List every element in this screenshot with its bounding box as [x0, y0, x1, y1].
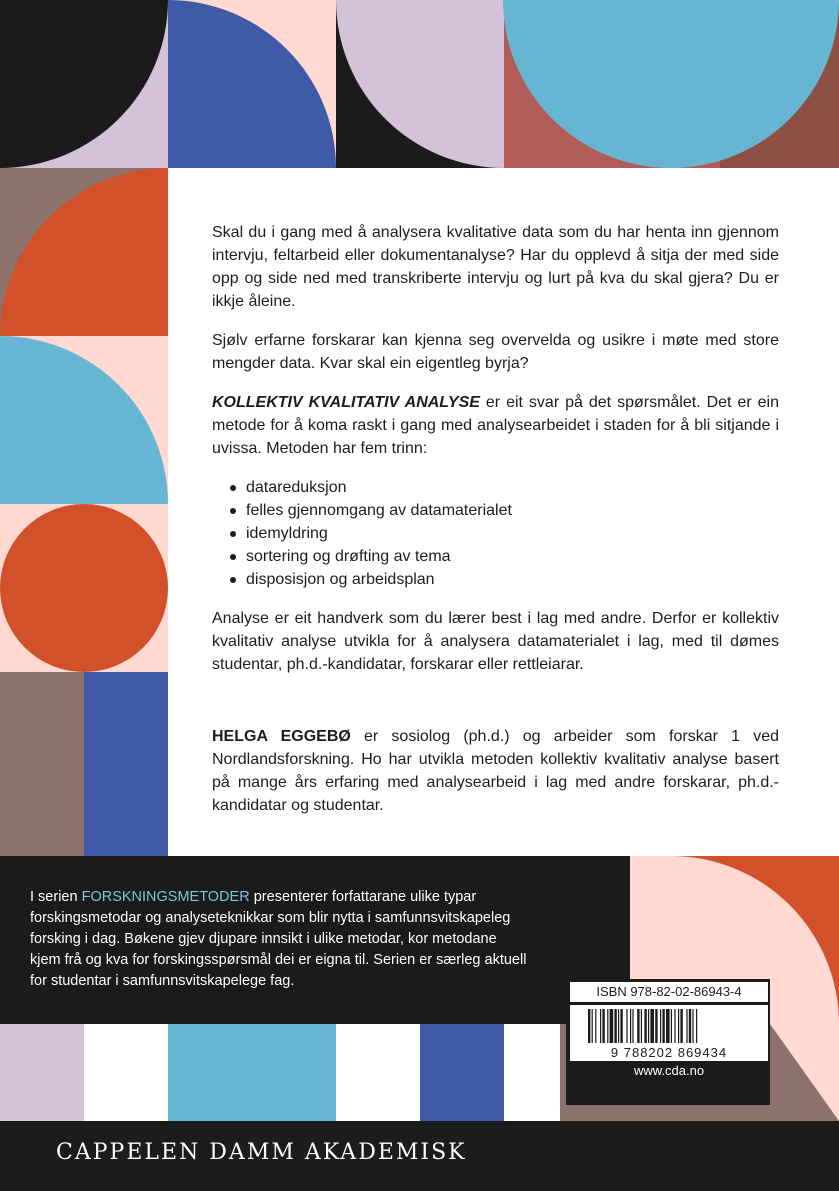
barcode-bar [637, 1009, 639, 1043]
series-name: FORSKNINGSMETODER [81, 889, 250, 905]
barcode-bar [660, 1009, 661, 1043]
barcode-bar [614, 1009, 616, 1043]
list-item: datareduksjon [212, 476, 779, 499]
barcode-bar [600, 1009, 601, 1043]
barcode-bar [696, 1009, 697, 1043]
barcode-bar [610, 1009, 614, 1043]
barcode-bar [648, 1009, 649, 1043]
author-name: HELGA EGGEBØ [212, 728, 351, 745]
barcode-bar [641, 1009, 642, 1043]
barcode-bar [620, 1009, 622, 1043]
list-item: idemyldring [212, 522, 779, 545]
list-item: disposisjon og arbeidsplan [212, 568, 779, 591]
barcode-bar [674, 1009, 675, 1043]
intro-paragraph-2: Sjølv erfarne forskarar kan kjenna seg overvelda og usikre i møte med store mengder data. Kvar skal ein eigentleg byrja? [212, 332, 779, 372]
barcode-bar [588, 1009, 590, 1043]
barcode-bar [644, 1009, 646, 1043]
barcode-bar [671, 1009, 672, 1043]
author-bio: HELGA EGGEBØ er sosiolog (ph.d.) og arbeider som forskar 1 ved Nordlandsforskning. Ho har utvikla metoden kollektiv kvalitativ analyse basert på mange års erfaring med analysearbeid i lag med andre forskarar, ph.d.-kandidatar og studentar. [212, 728, 779, 814]
barcode-bar [630, 1009, 631, 1043]
list-item: felles gjennomgang av datamaterialet [212, 499, 779, 522]
barcode-bar [602, 1009, 604, 1043]
barcode-bar [662, 1009, 664, 1043]
intro-paragraph-1: Skal du i gang med å analysera kvalitative data som du har henta inn gjennom intervju, feltarbeid eller dokumentanalyse? Har du opplevd å sitja der med side opp og side ned med transkriberte intervju og lurt på kva du skal gjera? Du er ikkje åleine. [212, 224, 779, 310]
series-description: I serien FORSKNINGSMETODER presenterer forfattarane ulike typar forskingsmetodar og analyseteknikkar som blir nytta i samfunnsvitskapeleg forsking i dag. Bøkene gjev djupare innsikt i ulike metodar, kor metodane kjem frå og kva for forskingsspørsmål dei er eigna til. Serien er særleg aktuell for studentar i samfunnsvitskapelege fag. [30, 889, 527, 989]
barcode-bar [592, 1009, 593, 1043]
barcode-bar [607, 1009, 608, 1043]
barcode-bar [680, 1009, 682, 1043]
isbn-block [566, 979, 770, 1105]
isbn-label: ISBN 978-82-02-86943-4 [570, 982, 768, 1002]
intro-paragraph-3: KOLLEKTIV KVALITATIV ANALYSE er eit svar på det spørsmålet. Det er ein metode for å koma raskt i gang med analysearbeidet i staden for å bli sitjande i uvissa. Metoden har fem trinn: [212, 394, 779, 457]
barcode-bar [686, 1009, 687, 1043]
isbn-digits: 9 788202 869434 [610, 1045, 728, 1060]
barcode-bars [570, 1009, 768, 1045]
barcode-bar [692, 1009, 693, 1043]
barcode-bar [632, 1009, 633, 1043]
barcode-bar [678, 1009, 679, 1043]
intro-paragraph-4: Analyse er eit handverk som du lærer best i lag med andre. Derfor er kollektiv kvalitativ analyse utvikla for å analysera datamaterialet i lag, med til dømes studentar, ph.d.-kandidatar, forskarar eller rettleiarar. [212, 610, 779, 673]
barcode-bar [650, 1009, 654, 1043]
list-item: sortering og drøfting av tema [212, 545, 779, 568]
publisher-name: CAPPELEN DAMM AKADEMISK [56, 1140, 467, 1165]
barcode-bar [595, 1009, 596, 1043]
blurb [212, 221, 779, 692]
barcode-bar [689, 1009, 691, 1043]
barcode-bar [626, 1009, 627, 1043]
method-steps-list [212, 476, 779, 591]
barcode [570, 1005, 768, 1061]
barcode-bar [655, 1009, 657, 1043]
barcode-bar [618, 1009, 619, 1043]
publisher-website: www.cda.no [633, 1063, 705, 1078]
book-title: KOLLEKTIV KVALITATIV ANALYSE [212, 394, 480, 411]
barcode-bar [666, 1009, 670, 1043]
